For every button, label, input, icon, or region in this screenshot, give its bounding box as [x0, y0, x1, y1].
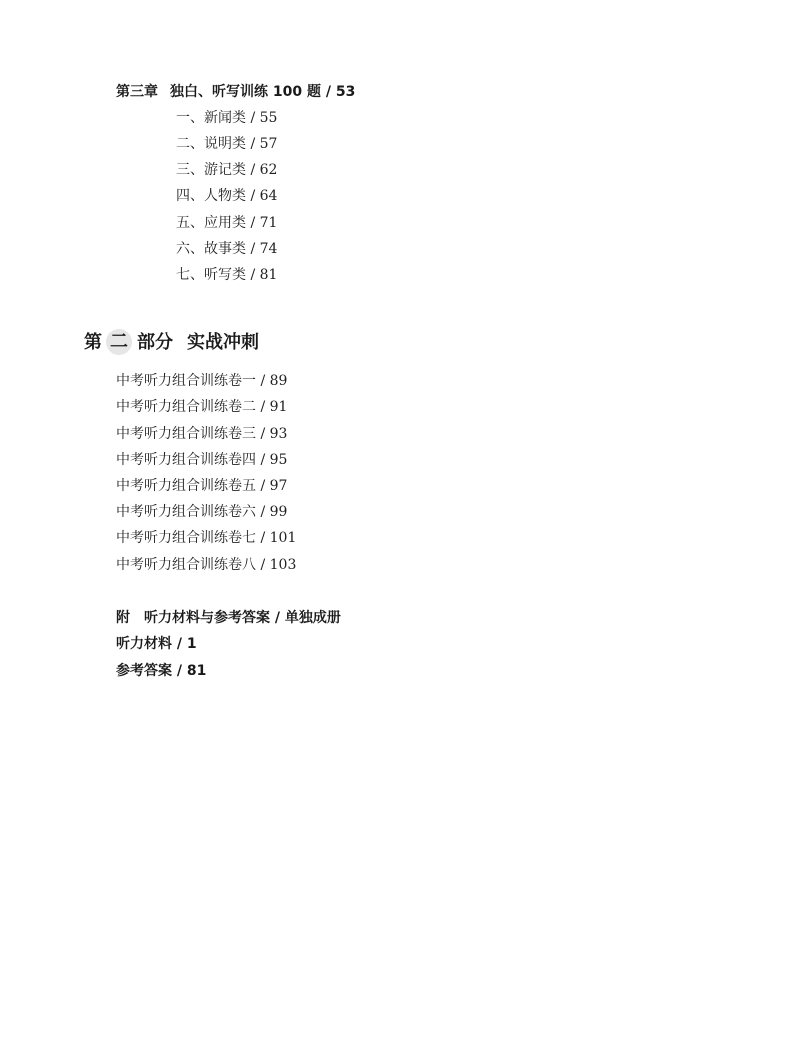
toc-entry-page: 74 [259, 241, 278, 257]
toc-entry [116, 476, 287, 496]
toc-entry-title: 中考听力组合训练卷七 / [116, 530, 266, 546]
chapter-3-page: 53 [335, 84, 356, 100]
toc-entry-page: 103 [269, 557, 297, 573]
appendix-heading [116, 608, 341, 628]
toc-entry [176, 265, 277, 285]
toc-entry-page: 55 [259, 110, 278, 126]
toc-entry [176, 186, 277, 206]
toc-entry [116, 555, 296, 575]
appendix-entry-page: 81 [186, 663, 207, 679]
toc-entry-page: 95 [269, 452, 288, 468]
toc-entry-title: 中考听力组合训练卷四 / [116, 452, 266, 468]
appendix-entry-title: 参考答案 / [116, 663, 182, 679]
toc-entry-title: 二、说明类 / [176, 136, 256, 152]
toc-entry [116, 424, 287, 444]
toc-entry [176, 213, 277, 233]
appendix-entry-title: 听力材料 / [116, 636, 182, 652]
toc-entry-page: 101 [269, 530, 297, 546]
toc-entry-page: 93 [269, 426, 288, 442]
part-2-prefix: 第 [84, 332, 102, 353]
toc-entry-title: 中考听力组合训练卷八 / [116, 557, 266, 573]
part-2-heading [84, 329, 259, 357]
toc-entry [116, 528, 296, 548]
toc-entry [116, 502, 287, 522]
toc-entry [176, 239, 277, 259]
chapter-3-heading [116, 82, 355, 102]
toc-entry-page: 64 [259, 188, 278, 204]
toc-entry-title: 中考听力组合训练卷三 / [116, 426, 266, 442]
toc-entry-title: 七、听写类 / [176, 267, 256, 283]
toc-entry [176, 134, 277, 154]
toc-entry-page: 91 [269, 399, 288, 415]
toc-entry [176, 160, 277, 180]
appendix-entry [116, 634, 197, 654]
toc-entry-page: 89 [269, 373, 288, 389]
appendix-entry [116, 661, 206, 681]
toc-entry-title: 三、游记类 / [176, 162, 256, 178]
toc-entry-page: 99 [269, 504, 288, 520]
toc-entry [116, 450, 287, 470]
chapter-3-title: 独白、听写训练 100 题 / [170, 84, 331, 100]
toc-entry-page: 57 [259, 136, 278, 152]
toc-entry-title: 四、人物类 / [176, 188, 256, 204]
toc-entry-title: 五、应用类 / [176, 215, 256, 231]
toc-entry-title: 六、故事类 / [176, 241, 256, 257]
appendix-entry-page: 1 [186, 636, 197, 652]
toc-entry-page: 62 [259, 162, 278, 178]
part-2-number-badge: 二 [106, 329, 132, 355]
toc-entry-title: 中考听力组合训练卷二 / [116, 399, 266, 415]
toc-entry-page: 81 [259, 267, 278, 283]
part-2-suffix: 部分 [137, 332, 173, 353]
toc-entry-title: 中考听力组合训练卷一 / [116, 373, 266, 389]
part-2-title: 实战冲刺 [187, 332, 259, 353]
toc-entry [176, 108, 277, 128]
toc-entry-title: 中考听力组合训练卷五 / [116, 478, 266, 494]
toc-entry [116, 397, 287, 417]
toc-entry-title: 一、新闻类 / [176, 110, 256, 126]
toc-entry [116, 371, 287, 391]
toc-entry-page: 71 [259, 215, 278, 231]
chapter-3-label: 第三章 [116, 84, 158, 100]
appendix-title: 听力材料与参考答案 / 单独成册 [144, 610, 341, 626]
toc-entry-page: 97 [269, 478, 288, 494]
toc-entry-title: 中考听力组合训练卷六 / [116, 504, 266, 520]
appendix-label: 附 [116, 610, 130, 626]
